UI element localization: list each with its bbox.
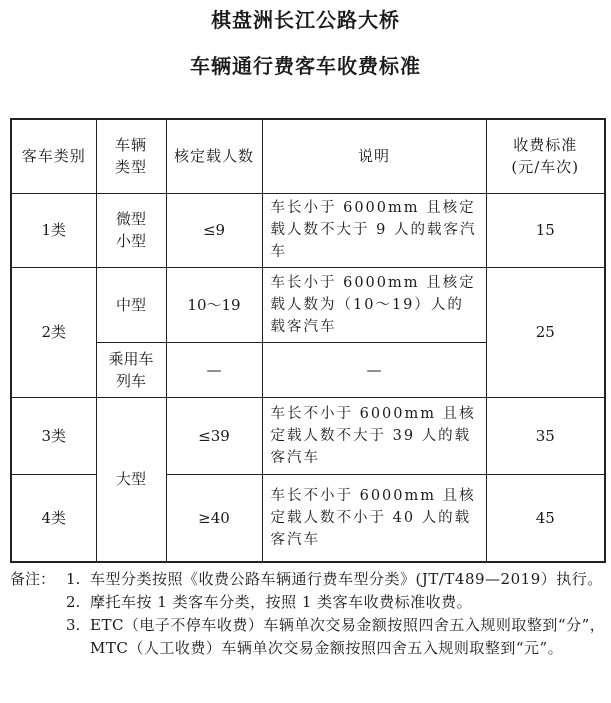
note-item [10,591,606,614]
header-seats: 核定载人数 [166,119,262,193]
cell-description: 车长小于 6000mm 且核定载人数不大于 9 人的载客汽车 [262,193,486,267]
note-number: 3. [66,616,81,634]
note-number: 2. [66,593,81,611]
cell-description: 车长小于 6000mm 且核定载人数为（10～19）人的载客汽车 [262,267,486,342]
note-text: 车型分类按照《收费公路车辆通行费车型分类》(JT/T489—2019）执行。 [90,570,603,588]
cell-seats: ≤9 [166,193,262,267]
cell-rate: 45 [486,474,605,562]
cell-class: 1类 [11,193,96,267]
note-number: 1. [66,570,81,588]
notes-section [10,568,606,660]
cell-vehicle-type: 中型 [96,267,166,342]
cell-description: — [262,342,486,397]
header-class: 客车类别 [11,119,96,193]
table-row [11,397,605,474]
cell-class: 4类 [11,474,96,562]
header-rate: 收费标准 (元/车次) [486,119,605,193]
cell-description: 车长不小于 6000mm 且核定载人数不大于 39 人的载客汽车 [262,397,486,474]
header-description: 说明 [262,119,486,193]
note-item [10,568,606,591]
cell-class: 2类 [11,267,96,397]
document-subtitle: 车辆通行费客车收费标准 [190,54,421,78]
cell-rate: 25 [486,267,605,397]
cell-vehicle-type: 大型 [96,397,166,562]
cell-vehicle-type: 乘用车 列车 [96,342,166,397]
cell-rate: 35 [486,397,605,474]
cell-seats: ≤39 [166,397,262,474]
table-row [11,193,605,267]
header-vehicle-type: 车辆 类型 [96,119,166,193]
document-title: 棋盘洲长江公路大桥 [211,8,400,32]
table-row [11,267,605,342]
cell-description: 车长不小于 6000mm 且核定载人数不小于 40 人的载客汽车 [262,474,486,562]
table-header-row [11,119,605,193]
note-text: 摩托车按 1 类客车分类，按照 1 类客车收费标准收费。 [90,593,473,611]
cell-seats: 10～19 [166,267,262,342]
fee-table [10,118,606,563]
cell-seats: ≥40 [166,474,262,562]
cell-class: 3类 [11,397,96,474]
note-item [10,614,606,660]
cell-seats: — [166,342,262,397]
cell-vehicle-type: 微型 小型 [96,193,166,267]
note-text: ETC（电子不停车收费）车辆单次交易金额按照四舍五入规则取整到“分”，MTC（人工收费）车辆单次交易金额按照四舍五入规则取整到“元”。 [90,616,606,657]
cell-rate: 15 [486,193,605,267]
notes-lead: 备注： [10,570,56,588]
